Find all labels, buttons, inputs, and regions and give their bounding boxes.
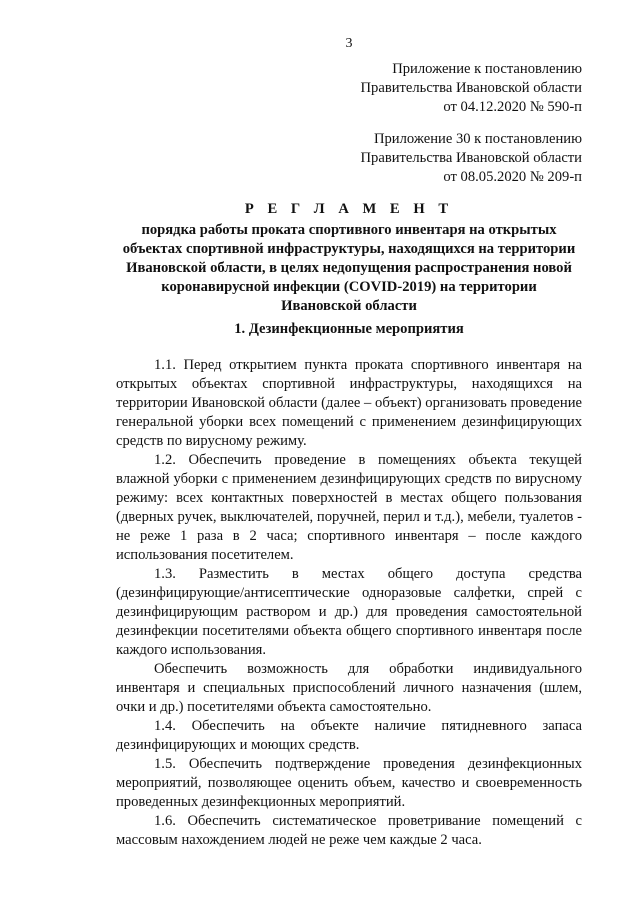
paragraph: 1.6. Обеспечить систематическое проветривание помещений с массовым нахождением людей не реже чем каждые 2 часа. bbox=[116, 813, 582, 848]
paragraph: 1.2. Обеспечить проведение в помещениях объекта текущей влажной уборки с применением дезинфицирующих средств по вирусному режиму: всех контактных поверхностей в местах общего пользования (дверных ручек, выключателей, поручней, перил и т.д.), мебели, туалетов - не реже 1 раза в 2 часа; спортивного инвентаря – после каждого использования посетителем. bbox=[116, 452, 582, 563]
subtitle-line: Ивановской области bbox=[281, 298, 417, 314]
page-number: 3 bbox=[345, 36, 353, 51]
document-title-block bbox=[116, 200, 582, 316]
annex-1-line-2: Правительства Ивановской области bbox=[360, 80, 582, 96]
paragraph: 1.4. Обеспечить на объекте наличие пятидневного запаса дезинфицирующих и моющих средств. bbox=[116, 718, 582, 753]
document-title: Р Е Г Л А М Е Н Т bbox=[244, 201, 454, 217]
annex-block-1 bbox=[361, 60, 582, 117]
annex-2-line-2: Правительства Ивановской области bbox=[360, 150, 582, 166]
paragraph: Обеспечить возможность для обработки индивидуального инвентаря и специальных приспособлений личного назначения (шлем, очки и др.) посетителями объекта самостоятельно. bbox=[116, 661, 582, 715]
subtitle-line: объектах спортивной инфраструктуры, находящихся на территории bbox=[122, 241, 576, 257]
subtitle-line: Ивановской области, в целях недопущения распространения новой bbox=[126, 260, 572, 276]
paragraph: 1.1. Перед открытием пункта проката спортивного инвентаря на открытых объектах спортивной инфраструктуры, находящихся на территории Ивановской области (далее – объект) организовать проведение генеральной уборки всех помещений с применением дезинфицирующих средств по вирусному режиму. bbox=[116, 357, 582, 449]
annex-block-2 bbox=[361, 130, 582, 187]
paragraph: 1.3. Разместить в местах общего доступа средства (дезинфицирующие/антисептические одноразовые салфетки, спрей с дезинфицирующим раствором и др.) для проведения самостоятельной дезинфекции посетителями объекта общего спортивного инвентаря после каждого использования. bbox=[116, 566, 582, 658]
annex-2-line-3: от 08.05.2020 № 209-п bbox=[443, 169, 582, 185]
document-subtitle bbox=[116, 221, 582, 316]
subtitle-line: порядка работы проката спортивного инвентаря на открытых bbox=[141, 222, 557, 238]
annex-1-line-3: от 04.12.2020 № 590-п bbox=[443, 99, 582, 115]
section-heading: 1. Дезинфекционные мероприятия bbox=[234, 321, 464, 337]
document-body bbox=[116, 356, 582, 850]
subtitle-line: коронавирусной инфекции (COVID-2019) на территории bbox=[161, 279, 537, 295]
annex-2-line-1: Приложение 30 к постановлению bbox=[373, 131, 582, 147]
annex-1-line-1: Приложение к постановлению bbox=[392, 61, 582, 77]
paragraph: 1.5. Обеспечить подтверждение проведения дезинфекционных мероприятий, позволяющее оценить объем, качество и своевременность проведенных дезинфекционных мероприятий. bbox=[116, 756, 582, 810]
